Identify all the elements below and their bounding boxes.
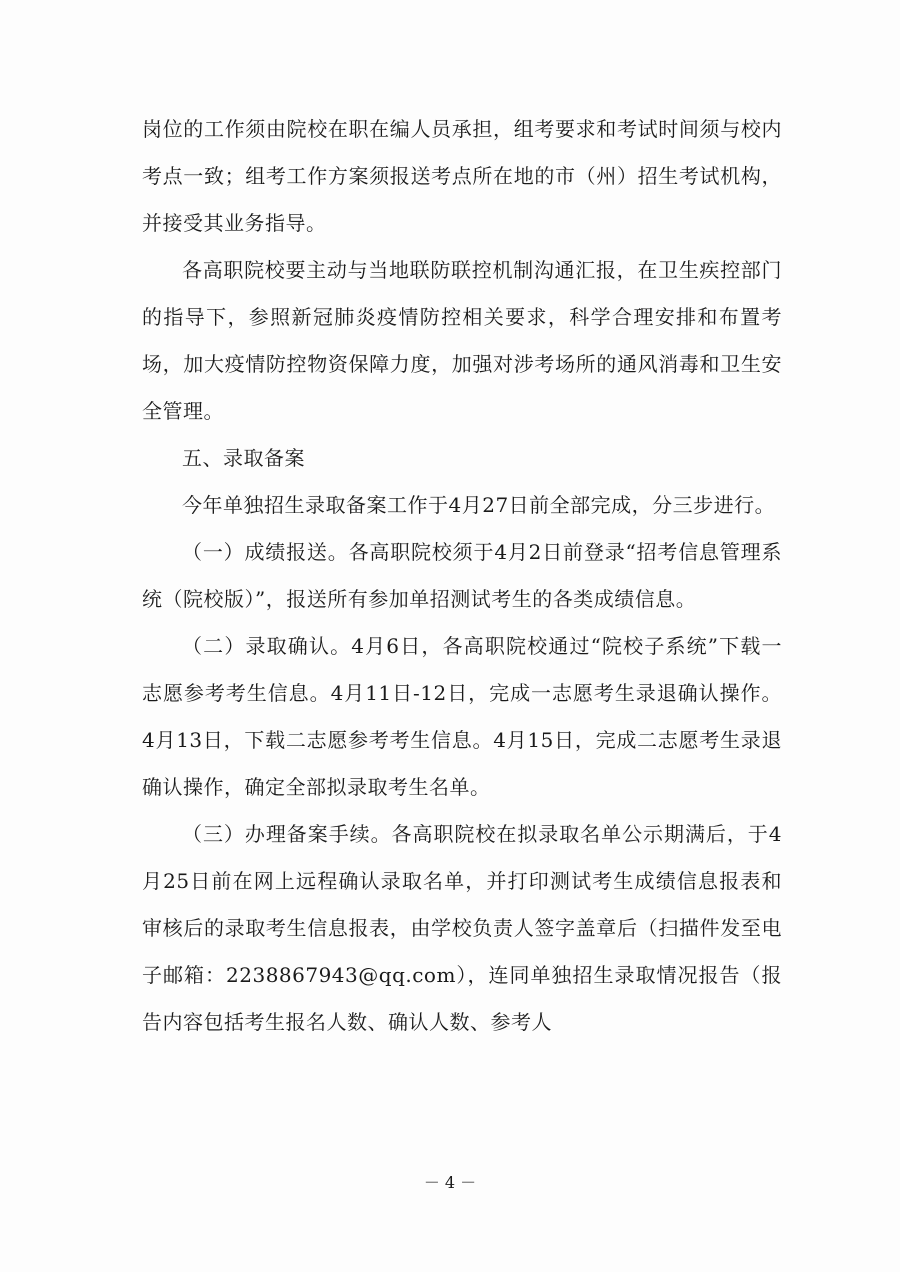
paragraph-6: （三）办理备案手续。各高职院校在拟录取名单公示期满后，于4月25日前在网上远程确认录取名单，并打印测试考生成绩信息报表和审核后的录取考生信息报表，由学校负责人签字盖章后（扫描件发至电子邮箱：2238867943@qq.com），连同单独招生录取情况报告（报告内容包括考生报名人数、确认人数、参考人 (142, 822, 782, 1034)
document-body (142, 106, 782, 1046)
paragraph-1: 岗位的工作须由院校在职在编人员承担，组考要求和考试时间须与校内考点一致；组考工作方案须报送考点所在地的市（州）招生考试机构，并接受其业务指导。 (142, 117, 782, 235)
paragraph-2: 各高职院校要主动与当地联防联控机制沟通汇报，在卫生疾控部门的指导下，参照新冠肺炎疫情防控相关要求，科学合理安排和布置考场，加大疫情防控物资保障力度，加强对涉考场所的通风消毒和卫生安全管理。 (142, 258, 782, 423)
paragraph-5: （二）录取确认。4月6日，各高职院校通过“院校子系统”下载一志愿参考考生信息。4月11日-12日，完成一志愿考生录退确认操作。4月13日，下载二志愿参考考生信息。4月15日，完成二志愿考生录退确认操作，确定全部拟录取考生名单。 (142, 634, 782, 799)
paragraph-3: 今年单独招生录取备案工作于4月27日前全部完成，分三步进行。 (182, 493, 776, 517)
section-heading: 五、录取备案 (182, 446, 305, 470)
paragraph-4: （一）成绩报送。各高职院校须于4月2日前登录“招考信息管理系统（院校版）”，报送所有参加单招测试考生的各类成绩信息。 (142, 540, 782, 611)
page-number: － 4 － (423, 1173, 477, 1192)
